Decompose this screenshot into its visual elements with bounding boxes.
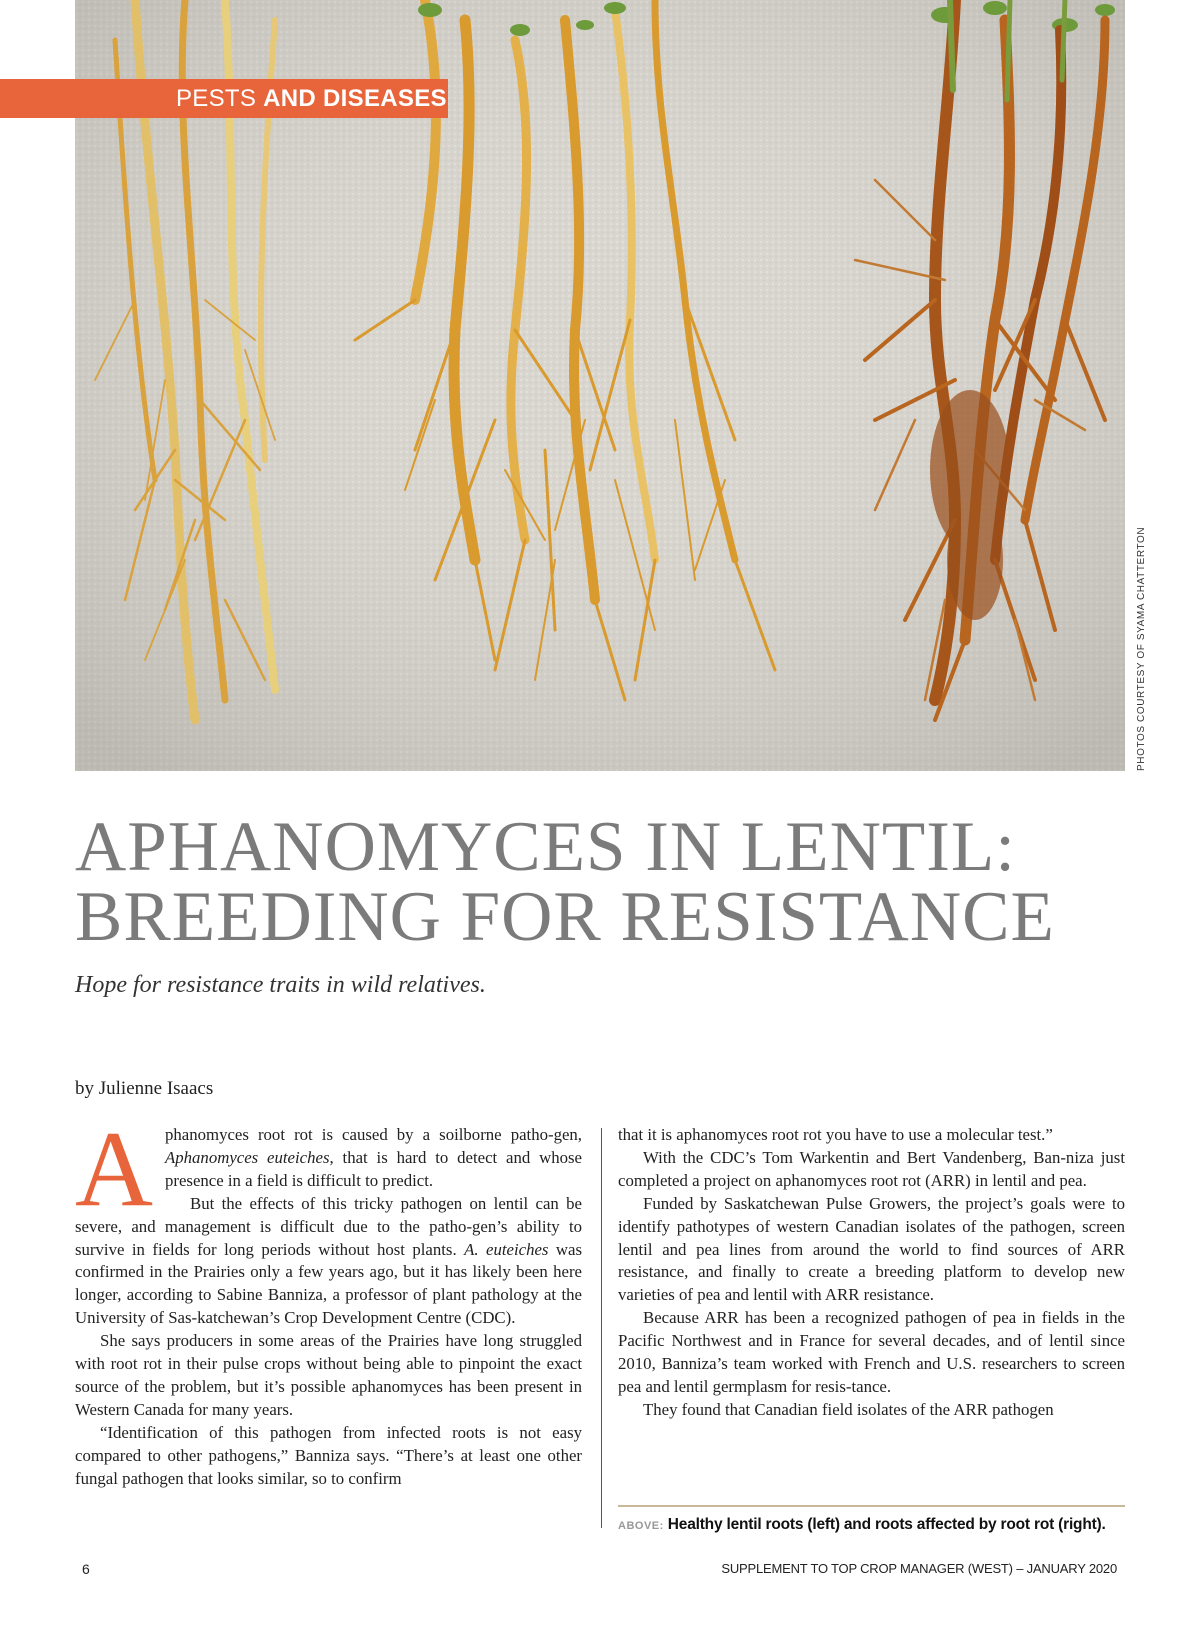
body-paragraph: Because ARR has been a recognized pathogen of pea in fields in the Pacific Northwest and in France for several decades, and of lentil since 2010, Banniza’s team worked with French and U.S. researchers to screen pea and lentil germplasm for resis-tance. [618, 1308, 1125, 1396]
caption-text: Healthy lentil roots (left) and roots affected by root rot (right). [667, 1516, 1106, 1533]
caption-rule [618, 1505, 1125, 1507]
body-paragraph: Funded by Saskatchewan Pulse Growers, the project’s goals were to identify pathotypes of western Canadian isolates of the pathogen, screen lentil and pea lines from around the world to find sources of ARR resistance, and finally to create a breeding platform to develop new varieties of pea and lentil with ARR resistance. [618, 1193, 1125, 1305]
body-column-left [75, 1110, 582, 1491]
photo-caption [618, 1516, 1125, 1534]
section-tag-bold: AND DISEASES [263, 85, 447, 112]
column-divider [601, 1128, 602, 1528]
section-tag-light: PESTS [176, 85, 257, 112]
text-run: But the effects of this tricky pathogen on lentil can be severe, and management is difficult due to the patho-gen’s ability to survive in fields for long periods without host plants. [75, 1193, 582, 1259]
headline-line-1: APHANOMYCES IN LENTIL: [75, 808, 1017, 886]
body-paragraph: “Identification of this pathogen from infected roots is not easy compared to other pathogens,” Banniza says. “There’s at least one other fungal pathogen that looks similar, so to confirm [75, 1422, 582, 1488]
body-column-right [618, 1124, 1125, 1422]
body-paragraph: With the CDC’s Tom Warkentin and Bert Vandenberg, Ban-niza just completed a project on aphanomyces root rot (ARR) in lentil and pea. [618, 1147, 1125, 1190]
species-name: Aphanomyces euteiches [165, 1147, 330, 1167]
running-footer: SUPPLEMENT TO TOP CROP MANAGER (WEST) – JANUARY 2020 [721, 1561, 1117, 1576]
page-number: 6 [82, 1561, 90, 1577]
text-run: was confirmed in the Prairies only a few years ago, but it has likely been here longer, according to Sabine Banniza, a professor of plant pathology at the University of Sas-katchewan’s Crop Development Centre (CDC). [75, 1239, 582, 1328]
article-dek: Hope for resistance traits in wild relatives. [75, 972, 486, 998]
text-run: , that is hard to detect and whose presence in a field is difficult to predict. [165, 1147, 582, 1190]
body-paragraph: She says producers in some areas of the Prairies have long struggled with root rot in their pulse crops without being able to pinpoint the exact source of the problem, but it’s possible aphanomyces has been present in Western Canada for many years. [75, 1331, 582, 1419]
text-run: phanomyces root rot is caused by a soilborne patho-gen, [165, 1125, 582, 1144]
byline: by Julienne Isaacs [75, 1078, 214, 1099]
body-paragraph: that it is aphanomyces root rot you have to use a molecular test.” [618, 1125, 1053, 1144]
section-tag [0, 79, 448, 118]
species-name: A. euteiches [464, 1239, 549, 1259]
dropcap: A [75, 1110, 153, 1229]
headline-line-2: BREEDING FOR RESISTANCE [75, 878, 1055, 956]
photo-credit: PHOTOS COURTESY OF SYAMA CHATTERTON [1136, 526, 1147, 771]
body-paragraph: They found that Canadian field isolates of the ARR pathogen [643, 1399, 1054, 1419]
article-headline [75, 808, 1135, 956]
caption-lead: ABOVE: [618, 1520, 664, 1532]
